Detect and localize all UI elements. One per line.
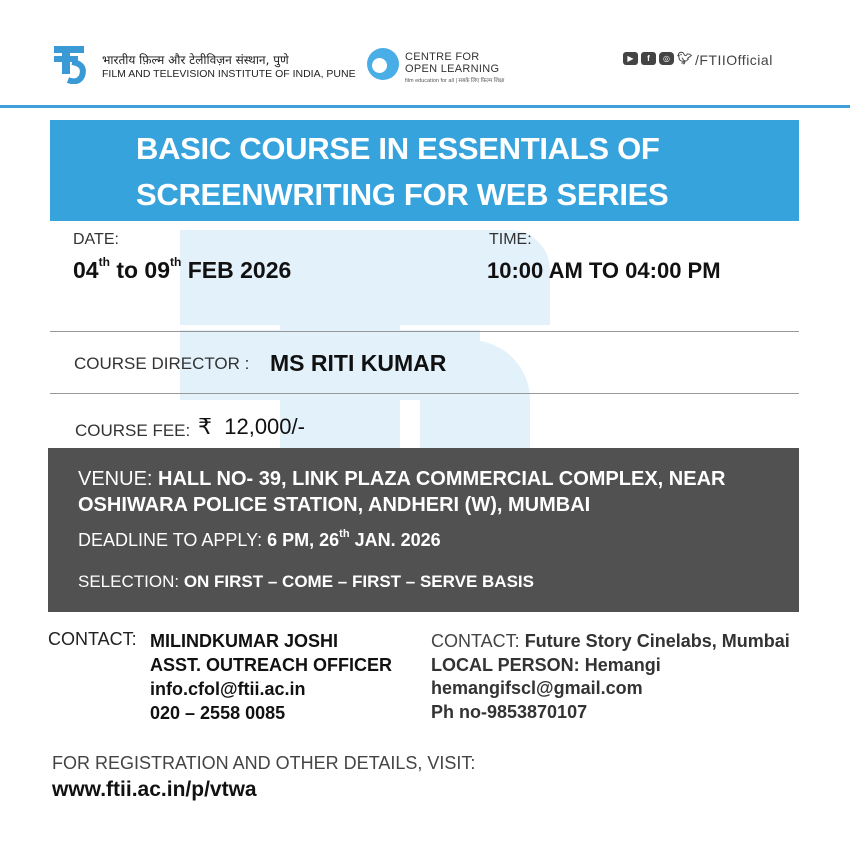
deadline-label: DEADLINE TO APPLY:: [78, 530, 263, 550]
twitter-icon[interactable]: 🐦︎: [677, 51, 693, 65]
selection-value: ON FIRST – COME – FIRST – SERVE BASIS: [183, 572, 534, 591]
registration-text: FOR REGISTRATION AND OTHER DETAILS, VISIT:: [52, 753, 476, 773]
contact-right-org: Future Story Cinelabs, Mumbai: [524, 631, 790, 651]
deadline-time: 6 PM, 26: [267, 530, 340, 550]
fee-amount: 12,000/-: [224, 414, 305, 439]
divider-1: [50, 331, 799, 332]
time-label: TIME:: [489, 231, 532, 248]
date-end-suffix: th: [170, 255, 182, 269]
date-start-suffix: th: [98, 255, 110, 269]
fee-value: [198, 414, 305, 440]
fee-label: COURSE FEE:: [75, 421, 191, 440]
instagram-icon[interactable]: ◎: [659, 52, 674, 65]
contact-left-block: [150, 629, 392, 725]
venue-line1: HALL NO- 39, LINK PLAZA COMMERCIAL COMPLEX, NEAR: [158, 468, 726, 490]
contact-right-local-label: LOCAL PERSON:: [431, 654, 580, 675]
date-month-year: FEB 2026: [187, 257, 292, 283]
venue-label: VENUE:: [78, 468, 153, 490]
director-label: COURSE DIRECTOR :: [74, 354, 250, 373]
date-start: 04: [73, 257, 99, 283]
course-title: [136, 126, 776, 218]
ftii-logo-icon: [50, 44, 90, 84]
contact-left-name: MILINDKUMAR JOSHI: [150, 631, 338, 651]
contact-right-label: CONTACT:: [431, 631, 520, 651]
contact-left-phone: 020 – 2558 0085: [150, 703, 286, 723]
header-divider: [0, 105, 850, 108]
deadline-date: JAN. 2026: [354, 530, 441, 550]
cfol-logo-icon: [367, 48, 399, 80]
date-end: 09: [144, 257, 171, 283]
venue: [78, 466, 725, 518]
course-title-line1: BASIC COURSE IN ESSENTIALS OF: [136, 131, 660, 166]
selection: [78, 572, 534, 592]
date-value: [73, 257, 291, 284]
facebook-icon[interactable]: f: [641, 52, 656, 65]
course-title-line2: SCREENWRITING FOR WEB SERIES: [136, 177, 669, 212]
time-value: 10:00 AM TO 04:00 PM: [487, 258, 721, 283]
social-icons: [623, 52, 692, 65]
contact-right-phone: Ph no-9853870107: [431, 701, 588, 722]
divider-2: [50, 393, 799, 394]
venue-line2: OSHIWARA POLICE STATION, ANDHERI (W), MUMBAI: [78, 494, 591, 516]
contact-right-block: [431, 630, 790, 724]
contact-right-email[interactable]: hemangifscl@gmail.com: [431, 678, 643, 698]
social-handle[interactable]: /FTIIOfficial: [695, 52, 773, 68]
director-name: MS RITI KUMAR: [270, 350, 447, 376]
youtube-icon[interactable]: ▶: [623, 52, 638, 65]
date-label: DATE:: [73, 231, 119, 248]
contact-left-email[interactable]: info.cfol@ftii.ac.in: [150, 679, 306, 699]
deadline: [78, 530, 441, 551]
contact-left-label: CONTACT:: [48, 629, 137, 649]
cfol-name-line1: CENTRE FOR: [405, 51, 480, 63]
institute-name-hindi: भारतीय फ़िल्म और टेलीविज़न संस्थान, पुणे: [102, 53, 289, 67]
contact-right-local-name: Hemangi: [584, 654, 661, 675]
cfol-tagline: film education for all | सबके लिए फ़िल्म शिक्षा: [405, 78, 505, 84]
deadline-suffix: th: [339, 528, 350, 540]
date-to: to: [116, 257, 139, 283]
institute-name-english: FILM AND TELEVISION INSTITUTE OF INDIA, PUNE: [102, 68, 356, 80]
cfol-name-line2: OPEN LEARNING: [405, 63, 500, 75]
registration-link[interactable]: www.ftii.ac.in/p/vtwa: [52, 778, 257, 801]
contact-left-role: ASST. OUTREACH OFFICER: [150, 655, 393, 675]
selection-label: SELECTION:: [78, 572, 180, 591]
rupee-icon: ₹: [198, 414, 212, 439]
